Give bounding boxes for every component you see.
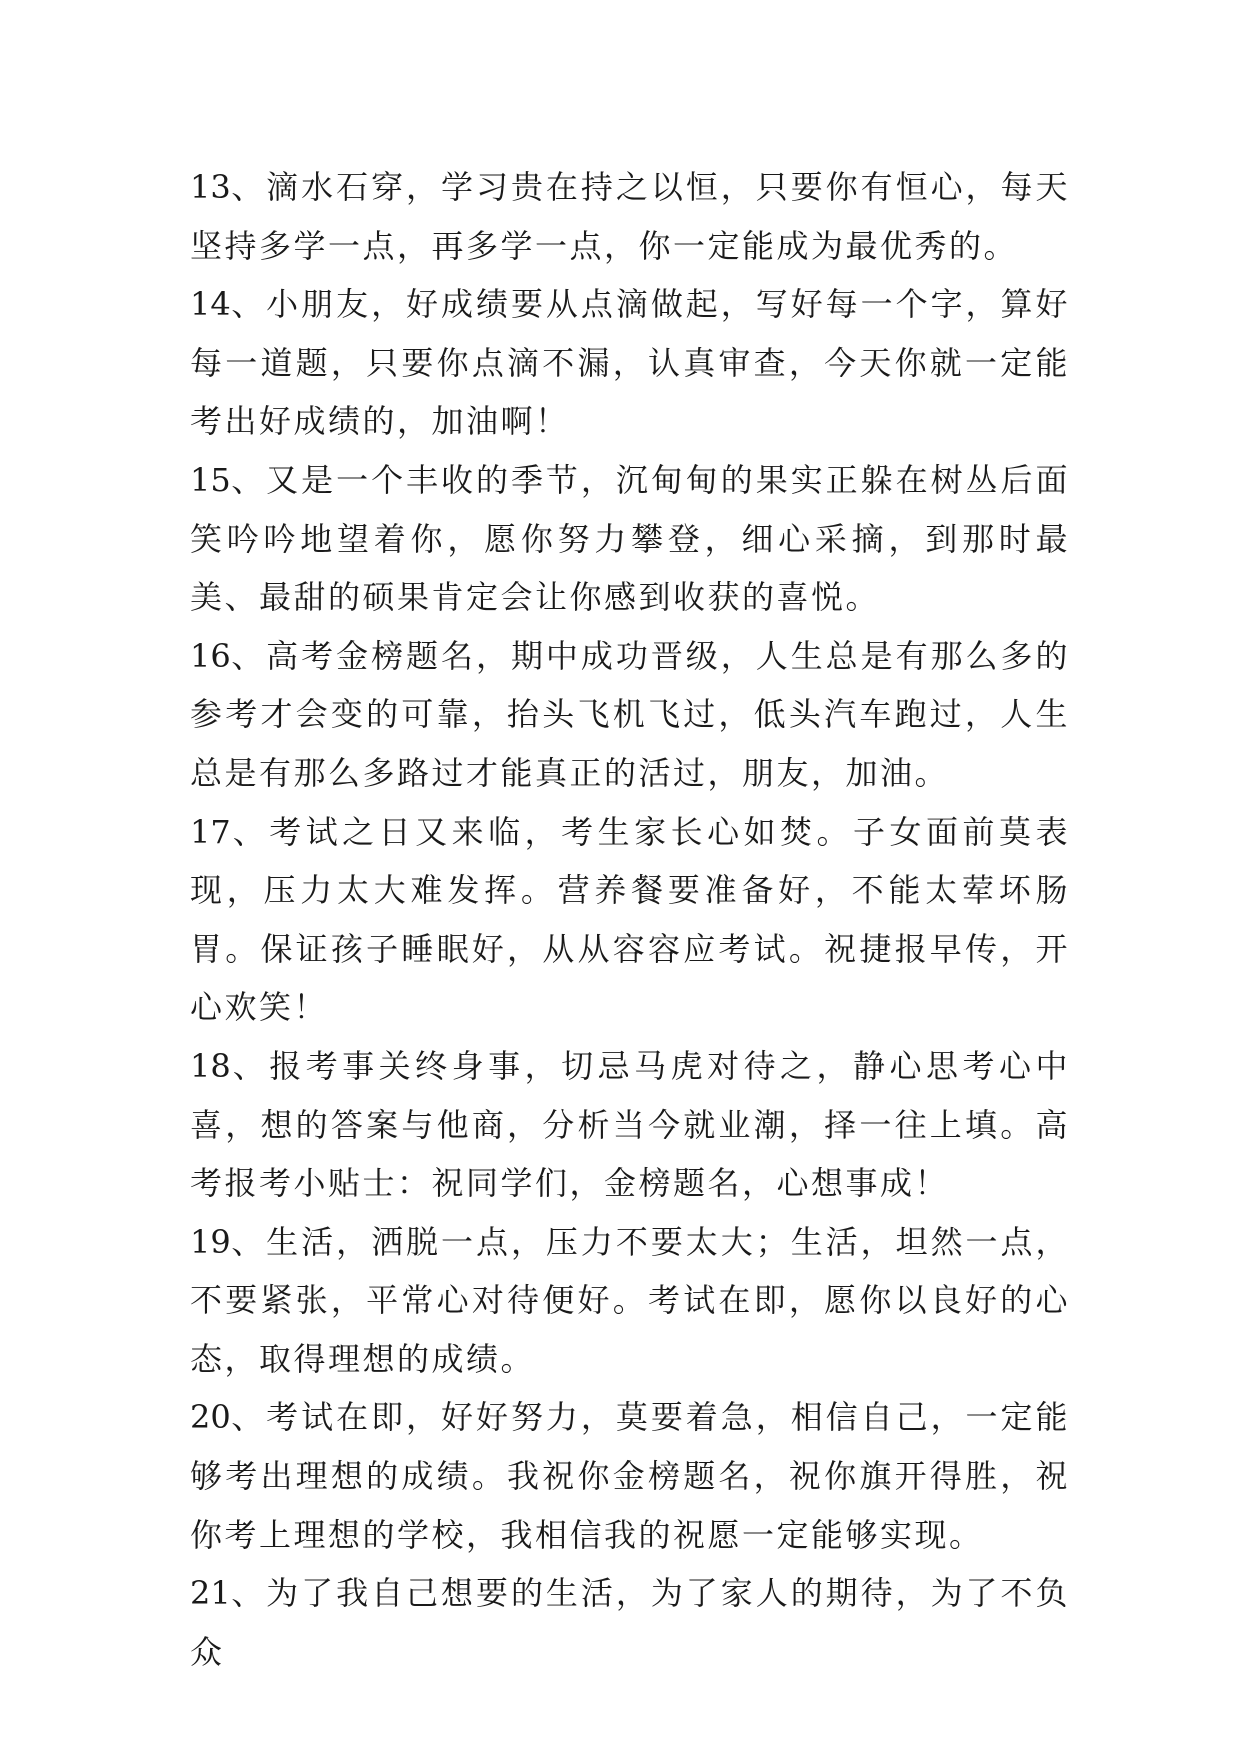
list-item	[190, 803, 1070, 1037]
list-item	[190, 1388, 1070, 1564]
item-text: 高考金榜题名，期中成功晋级，人生总是有那么多的参考才会变的可靠，抬头飞机飞过，低头汽车跑过，人生总是有那么多路过才能真正的活过，朋友，加油。	[190, 636, 1070, 792]
item-separator: 、	[230, 460, 267, 499]
list-item	[190, 451, 1070, 627]
item-text: 生活，洒脱一点，压力不要太大；生活，坦然一点，不要紧张，平常心对待便好。考试在即，愿你以良好的心态，取得理想的成绩。	[190, 1222, 1070, 1378]
item-number: 21	[190, 1574, 231, 1613]
item-text: 小朋友，好成绩要从点滴做起，写好每一个字，算好每一道题，只要你点滴不漏，认真审查，今天你就一定能考出好成绩的，加油啊！	[190, 285, 1070, 441]
item-number: 19	[190, 1222, 231, 1261]
item-separator: 、	[230, 1046, 270, 1085]
list-item	[190, 1564, 1070, 1681]
item-separator: 、	[230, 1398, 267, 1437]
item-separator: 、	[230, 168, 267, 206]
item-text: 考试之日又来临，考生家长心如焚。子女面前莫表现，压力太大难发挥。营养餐要准备好，不能太荤坏肠胃。保证孩子睡眠好，从从容容应考试。祝捷报早传，开心欢笑！	[190, 812, 1070, 1027]
item-text: 报考事关终身事，切忌马虎对待之，静心思考心中喜，想的答案与他商，分析当今就业潮，择一往上填。高考报考小贴士：祝同学们，金榜题名，心想事成！	[190, 1046, 1070, 1203]
item-text: 考试在即，好好努力，莫要着急，相信自己，一定能够考出理想的成绩。我祝你金榜题名，祝你旗开得胜，祝你考上理想的学校，我相信我的祝愿一定能够实现。	[190, 1398, 1070, 1554]
list-item	[190, 627, 1070, 803]
item-number: 16	[190, 636, 231, 675]
list-item	[190, 1037, 1070, 1213]
item-number: 14	[190, 285, 231, 324]
item-number: 13	[190, 168, 231, 206]
item-separator: 、	[230, 812, 270, 851]
item-separator: 、	[230, 636, 267, 675]
item-number: 17	[190, 812, 231, 851]
item-separator: 、	[230, 1222, 267, 1261]
item-number: 15	[190, 460, 231, 499]
list-item	[190, 275, 1070, 451]
list-item	[190, 158, 1070, 275]
item-text: 又是一个丰收的季节，沉甸甸的果实正躲在树丛后面笑吟吟地望着你，愿你努力攀登，细心采摘，到那时最美、最甜的硕果肯定会让你感到收获的喜悦。	[190, 460, 1070, 617]
item-text: 为了我自己想要的生活，为了家人的期待，为了不负众	[190, 1574, 1070, 1671]
item-separator: 、	[230, 1574, 267, 1613]
list-item	[190, 1213, 1070, 1389]
blessing-list	[190, 158, 1070, 1681]
item-separator: 、	[230, 285, 267, 324]
item-text: 滴水石穿，学习贵在持之以恒，只要你有恒心，每天坚持多学一点，再多学一点，你一定能成为最优秀的。	[190, 168, 1070, 265]
item-number: 20	[190, 1398, 231, 1437]
item-number: 18	[190, 1046, 231, 1085]
